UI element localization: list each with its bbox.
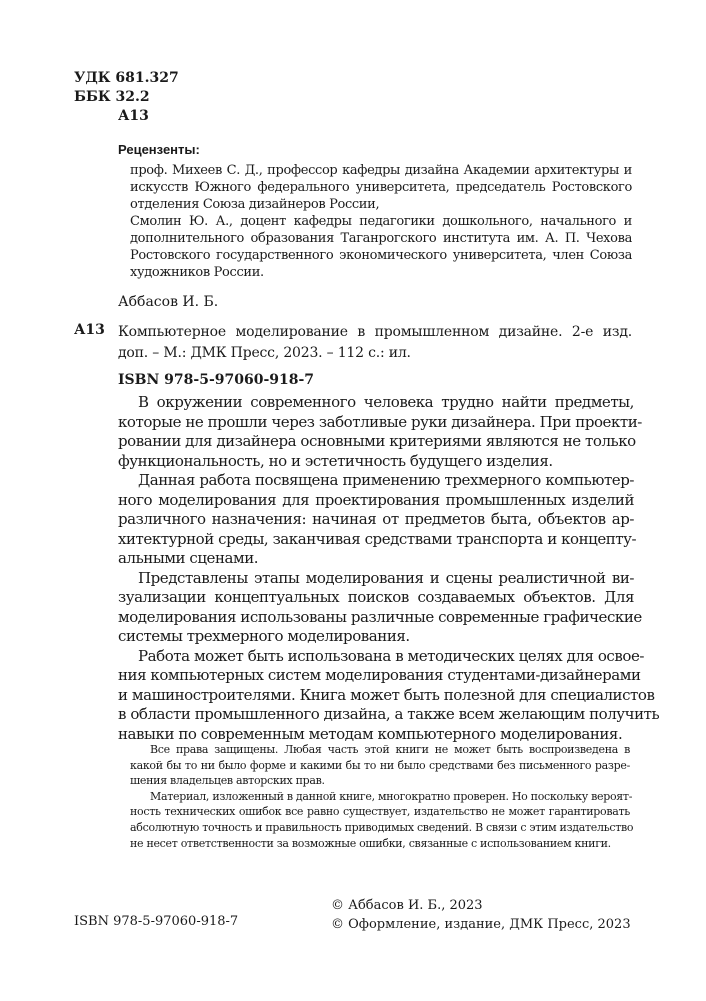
- bib-author-mark: А13: [74, 322, 105, 338]
- text-line: Смолин Ю. А., доцент кафедры педагогики дошкольного, начального и: [130, 214, 632, 229]
- text-line: ность технических ошибок все равно существует, издательство не может гарантировать: [130, 805, 630, 819]
- text-line: Все права защищены. Любая часть этой книги не может быть воспроизведена в: [150, 743, 630, 756]
- text-line: абсолютную точность и правильность приводимых сведений. В связи с этим издательство: [130, 820, 634, 834]
- text-line: Работа может быть использована в методических целях для освое-: [138, 646, 644, 665]
- bib-line: Компьютерное моделирование в промышленном дизайне. 2-е изд.: [118, 324, 632, 340]
- abstract: [118, 393, 660, 744]
- text-line: проф. Михеев С. Д., профессор кафедры дизайна Академии архитектуры и: [130, 163, 632, 178]
- text-line: ровании для дизайнера основными критериями являются не только: [118, 432, 636, 450]
- text-line: системы трехмерного моделирования.: [118, 627, 410, 645]
- text-line: В окружении современного человека трудно найти предметы,: [138, 393, 634, 411]
- copyright: [331, 896, 631, 934]
- text-line: и машиностроителями. Книга может быть полезной для специалистов: [118, 685, 655, 704]
- text-line: различного назначения: начиная от предметов быта, объектов ар-: [118, 510, 634, 528]
- reviewers-list: [130, 162, 632, 281]
- copyright-author: © Аббасов И. Б., 2023: [331, 898, 483, 913]
- paragraph: [130, 213, 632, 281]
- paragraph: [118, 568, 642, 647]
- bibliographic-description: [118, 322, 632, 364]
- paragraph: [130, 162, 632, 213]
- paragraph: [118, 471, 637, 569]
- text-line: искусств Южного федерального университета, председатель Ростовского: [130, 180, 632, 195]
- text-line: альными сценами.: [118, 549, 259, 567]
- text-line: ния компьютерных систем моделирования студентами-дизайнерами: [118, 666, 641, 684]
- copyright-publisher: © Оформление, издание, ДМК Пресс, 2023: [331, 917, 631, 932]
- paragraph: [130, 789, 634, 851]
- text-line: зуализации концептуальных поисков создаваемых объектов. Для: [118, 588, 634, 606]
- text-line: которые не прошли через заботливые руки дизайнера. При проекти-: [118, 412, 642, 431]
- text-line: отделения Союза дизайнеров России,: [130, 197, 380, 212]
- bbk-code: ББК 32.2: [74, 89, 150, 105]
- rights-notice: [130, 742, 634, 851]
- text-line: художников России.: [130, 265, 264, 280]
- paragraph: [130, 742, 630, 789]
- text-line: навыки по современным методам компьютерного моделирования.: [118, 724, 623, 743]
- text-line: дополнительного образования Таганрогского института им. А. П. Чехова: [130, 231, 632, 246]
- text-line: не несет ответственности за возможные ошибки, связанные с использованием книги.: [130, 836, 611, 850]
- book-author: Аббасов И. Б.: [118, 294, 219, 310]
- text-line: какой бы то ни было форме и какими бы то ни было средствами без письменного разре-: [130, 758, 630, 772]
- text-line: хитектурной среды, заканчивая средствами транспорта и концепту-: [118, 529, 637, 548]
- text-line: Ростовского государственного экономического университета, член Союза: [130, 248, 632, 263]
- paragraph: [118, 646, 660, 745]
- isbn: ISBN 978-5-97060-918-7: [118, 372, 315, 388]
- text-line: Данная работа посвящена применению трехмерного компьютер-: [138, 471, 634, 489]
- text-line: Представлены этапы моделирования и сцены реалистичной ви-: [138, 568, 634, 587]
- classification-codes: [74, 69, 179, 126]
- reviewers-title: Рецензенты:: [118, 142, 200, 157]
- text-line: шения владельцев авторских прав.: [130, 774, 325, 788]
- text-line: Материал, изложенный в данной книге, многократно проверен. Но поскольку вероят-: [150, 789, 633, 803]
- author-mark: А13: [118, 108, 149, 124]
- text-line: ного моделирования для проектирования промышленных изделий: [118, 490, 634, 509]
- text-line: в области промышленного дизайна, а также всем желающим получить: [118, 705, 660, 723]
- paragraph: [118, 393, 642, 471]
- bib-line: доп. – М.: ДМК Пресс, 2023. – 112 с.: ил.: [118, 345, 411, 361]
- udk-code: УДК 681.327: [74, 70, 179, 86]
- text-line: моделирования использованы различные современные графические: [118, 607, 642, 626]
- text-line: функциональность, но и эстетичность будущего изделия.: [118, 451, 553, 470]
- footer-isbn: ISBN 978-5-97060-918-7: [74, 914, 239, 929]
